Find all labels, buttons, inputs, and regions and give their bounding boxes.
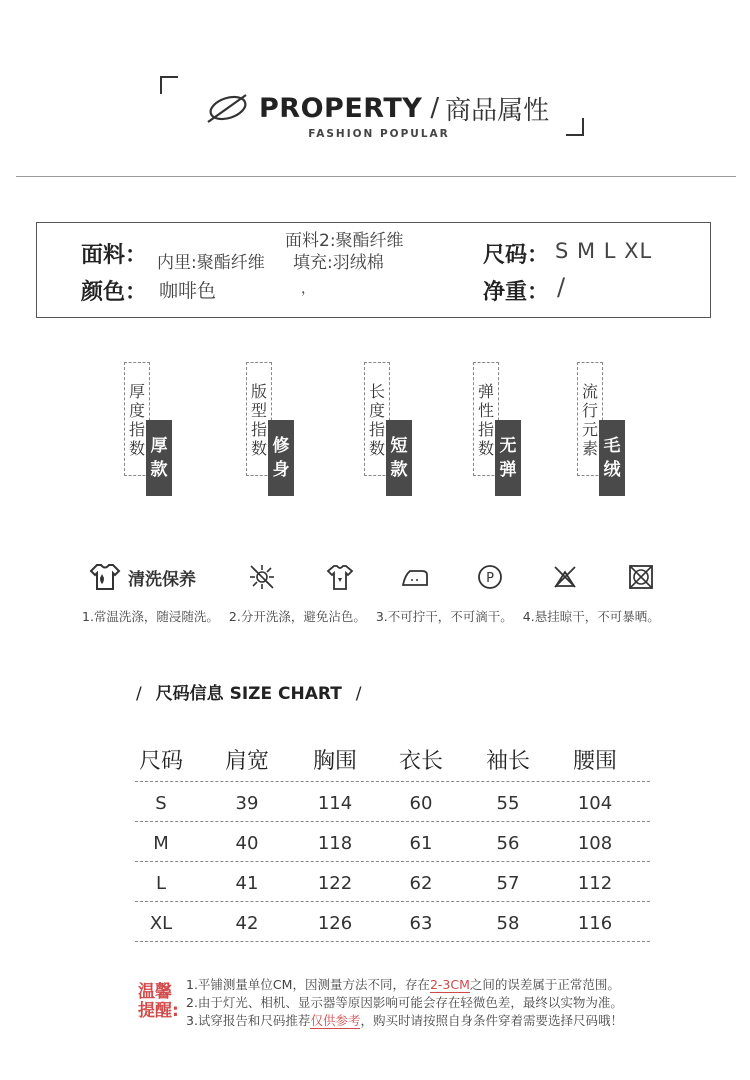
- reminder-line-1: [186, 976, 623, 994]
- table-header-cell: 衣长: [398, 749, 443, 774]
- color-value: 咖啡色: [159, 280, 217, 302]
- reminder-label: 温馨提醒:: [138, 982, 179, 1021]
- leaf-icon: [205, 92, 251, 124]
- size-label: 尺码：: [483, 243, 550, 268]
- no-tumble-dry-icon: [626, 562, 656, 592]
- svg-text:P: P: [486, 571, 494, 586]
- subtitle: FASHION POPULAR: [308, 128, 450, 140]
- index-label: 弹性指数: [478, 382, 495, 458]
- care-title: 清洗保养: [128, 569, 196, 590]
- reminder-text: 3.试穿报告和尺码推荐: [186, 1013, 311, 1028]
- color-label: 颜色：: [81, 280, 148, 305]
- index-label: 版型指数: [251, 382, 268, 458]
- index-label: 流行元素: [582, 382, 599, 458]
- table-header-cell: 尺码: [138, 749, 183, 774]
- care-note: 3.不可拧干，不可滴干。: [375, 609, 513, 624]
- table-cell: XL: [149, 913, 173, 934]
- care-note: 1.常温洗涤，随浸随洗。: [82, 609, 219, 624]
- title-separator: /: [430, 93, 440, 123]
- reminder-line-2: 2.由于灯光、相机、显示器等原因影响可能会存在轻微色差，最终以实物为准。: [186, 995, 623, 1010]
- reminder-line-3: [186, 1012, 623, 1030]
- table-cell: 42: [235, 913, 259, 934]
- table-cell: 57: [496, 873, 520, 894]
- table-row: [135, 782, 650, 822]
- table-cell: 40: [235, 833, 259, 854]
- fabric2-value: 面料2:聚酯纤维: [285, 231, 404, 251]
- property-title-en: PROPERTY: [259, 92, 423, 124]
- table-header-cell: 腰围: [572, 749, 617, 774]
- reminder-text: ，购买时请按照自身条件穿着需要选择尺码哦！: [360, 1013, 623, 1028]
- index-thickness: [124, 362, 174, 494]
- table-header-cell: 袖长: [485, 749, 530, 774]
- table-cell: 62: [409, 873, 433, 894]
- professional-clean-icon: [475, 562, 505, 592]
- index-elasticity: [473, 362, 523, 494]
- no-wring-icon: [550, 562, 580, 592]
- table-cell: S: [155, 793, 167, 814]
- iron-icon: [400, 562, 430, 592]
- table-row: [135, 822, 650, 862]
- reminder-text: 1.平铺测量单位CM，因测量方法不同，存在: [186, 977, 430, 992]
- size-chart-title-text: 尺码信息 SIZE CHART: [155, 684, 342, 704]
- reminder-lines: [186, 976, 623, 1030]
- index-label: 厚度指数: [129, 382, 146, 458]
- table-cell: 126: [317, 913, 353, 934]
- index-value: 毛绒: [599, 420, 625, 496]
- table-cell: 56: [496, 833, 520, 854]
- table-cell: 104: [577, 793, 613, 814]
- property-header: [205, 88, 549, 128]
- property-box: [36, 222, 711, 318]
- table-cell: 60: [409, 793, 433, 814]
- table-cell: 116: [577, 913, 613, 934]
- table-cell: 61: [409, 833, 433, 854]
- table-cell: 41: [235, 873, 259, 894]
- table-cell: L: [155, 873, 167, 894]
- care-notes: [82, 607, 666, 625]
- table-cell: 58: [496, 913, 520, 934]
- property-title-cn: 商品属性: [445, 95, 550, 126]
- table-cell: 112: [577, 873, 613, 894]
- tshirt-drop-icon: [88, 562, 122, 592]
- care-header: [88, 560, 196, 594]
- table-cell: 108: [577, 833, 613, 854]
- table-cell: 55: [496, 793, 520, 814]
- divider: [16, 176, 736, 177]
- hang-dry-icon: [325, 562, 355, 592]
- table-row: [135, 902, 650, 942]
- filling-value: 填充:羽绒棉: [293, 253, 384, 273]
- index-label: 长度指数: [369, 382, 386, 458]
- care-note: 4.悬挂晾干，不可暴晒。: [522, 609, 660, 624]
- index-length: [364, 362, 414, 494]
- table-cell: 39: [235, 793, 259, 814]
- table-cell: 118: [317, 833, 353, 854]
- size-chart-title: [128, 679, 369, 704]
- table-cell: 63: [409, 913, 433, 934]
- reminder-highlight: 2-3CM: [429, 977, 470, 992]
- table-header-row: [135, 740, 650, 782]
- table-header-cell: 肩宽: [224, 749, 269, 774]
- reminder-text: 之间的误差属于正常范围。: [469, 977, 620, 992]
- weight-label: 净重：: [483, 280, 550, 305]
- title-slash: /: [355, 684, 362, 704]
- fabric-label: 面料：: [81, 243, 148, 268]
- sizes-value: S M L XL: [555, 239, 653, 263]
- lining-value: 内里:聚酯纤维: [157, 253, 265, 273]
- table-cell: 122: [317, 873, 353, 894]
- index-value: 修身: [268, 420, 294, 496]
- index-trend: [577, 362, 627, 494]
- size-table: [135, 740, 650, 942]
- index-value: 短款: [386, 420, 412, 496]
- table-cell: M: [153, 833, 169, 854]
- corner-top-left: [160, 76, 178, 94]
- reminder-highlight: 仅供参考: [310, 1013, 361, 1028]
- index-value: 厚款: [146, 420, 172, 496]
- index-value: 无弹: [495, 420, 521, 496]
- weight-value: /: [557, 273, 566, 301]
- index-fit: [246, 362, 296, 494]
- title-slash: /: [136, 684, 142, 704]
- no-bleach-sun-icon: [247, 562, 277, 592]
- table-header-cell: 胸围: [312, 749, 357, 774]
- care-note: 2.分开洗涤，避免沾色。: [228, 609, 366, 624]
- table-cell: 114: [317, 793, 353, 814]
- table-row: [135, 862, 650, 902]
- comma-mark: ，: [301, 281, 315, 297]
